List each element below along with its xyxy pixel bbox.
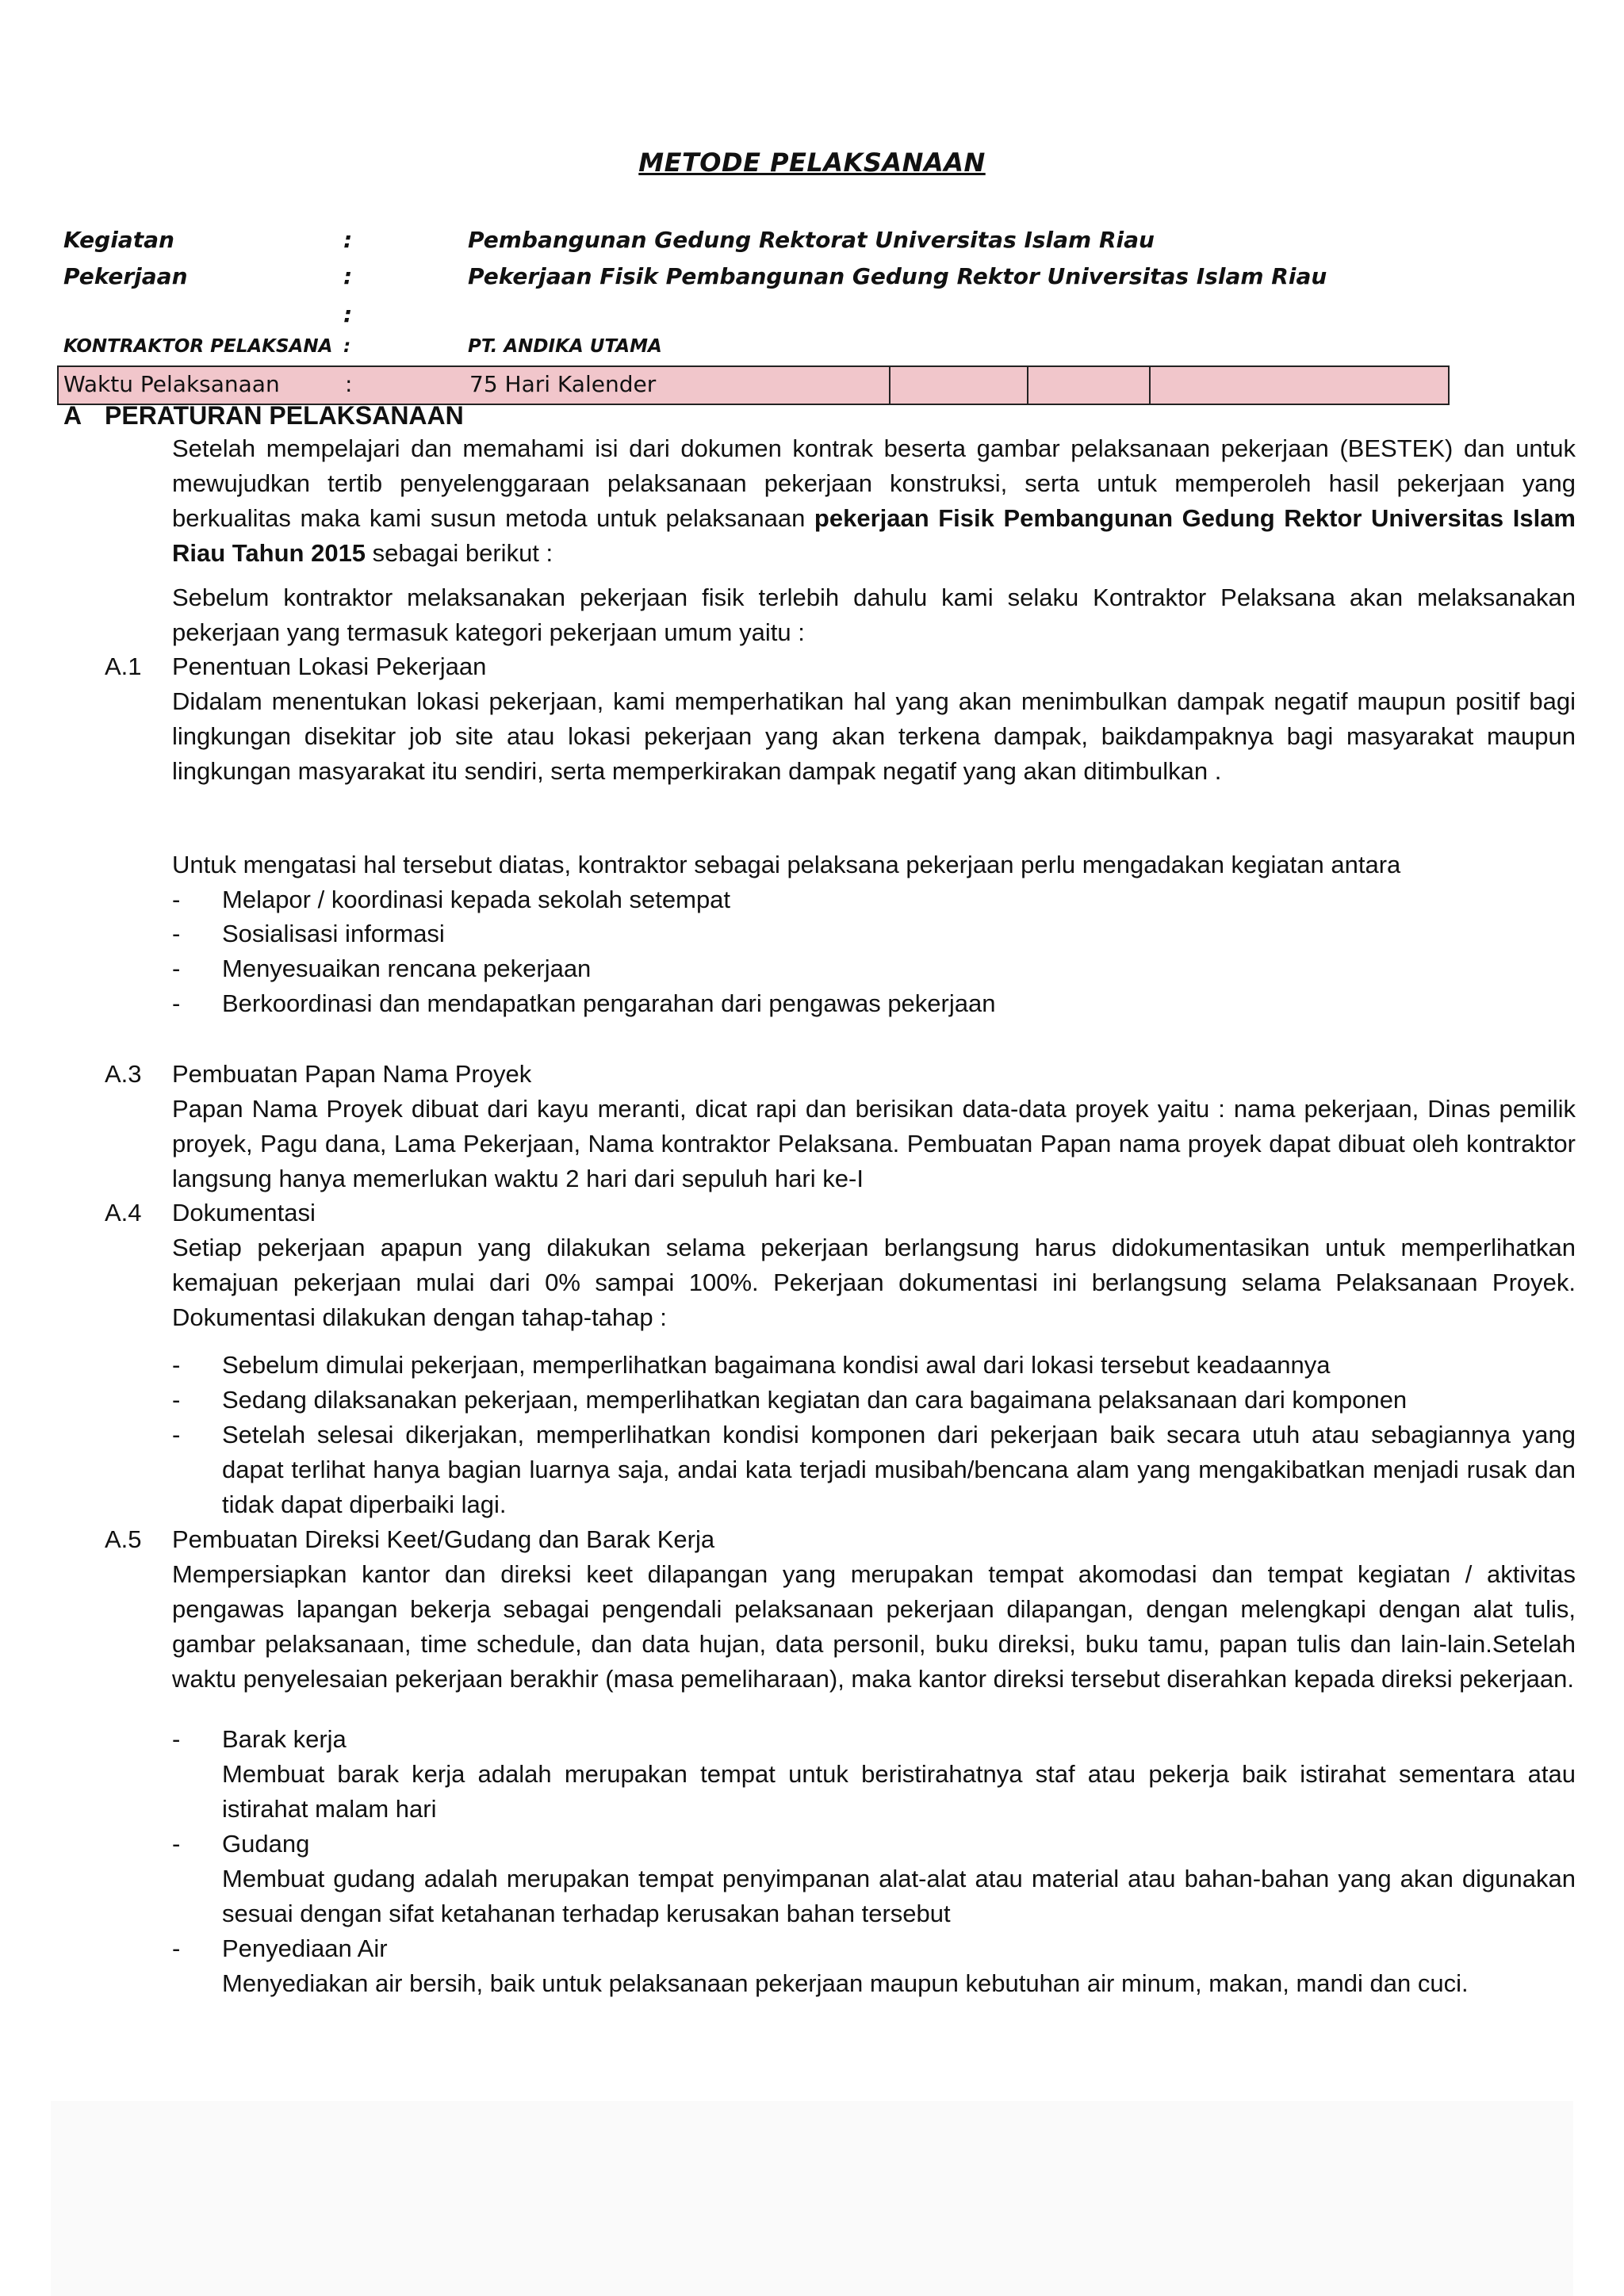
bullet-dash: - bbox=[172, 1725, 181, 1753]
list-item-text: Setelah selesai dikerjakan, memperlihatkan kondisi komponen dari pekerjaan baik secara utuh atau sebagiannya yang dapat terlihat hanya bagian luarnya saja, andai kata terjadi musibah/bencana alam yang mengakibatkan menjadi rusak dan tidak dapat diperbaiki lagi. bbox=[222, 1421, 1576, 1518]
a3-paragraph: Papan Nama Proyek dibuat dari kayu meranti, dicat rapi dan berisikan data-data proyek yaitu : nama pekerjaan, Dinas pemilik proyek, Pagu dana, Lama Pekerjaan, Nama kontraktor Pelaksana. Pembuatan Papan nama proyek dapat dibuat oleh kontraktor langsung hanya memerlukan waktu 2 hari dari sepuluh hari ke-I bbox=[172, 1095, 1576, 1192]
bullet-dash: - bbox=[172, 886, 181, 913]
pekerjaan-value: Pekerjaan Fisik Pembangunan Gedung Rektor Universitas Islam Riau bbox=[468, 263, 1327, 289]
a1-paragraph: Didalam menentukan lokasi pekerjaan, kami memperhatikan hal yang akan menimbulkan dampak negatif maupun positif bagi lingkungan disekitar job site atau lokasi pekerjaan yang akan terkena dampak, baikdampaknya bagi masyarakat maupun lingkungan masyarakat itu sendiri, serta memperkirakan dampak negatif yang akan ditimbulkan . bbox=[172, 687, 1576, 785]
a1-title: Penentuan Lokasi Pekerjaan bbox=[172, 652, 487, 680]
list-item-text: Menyesuaikan rencana pekerjaan bbox=[222, 955, 592, 982]
waktu-label: Waktu Pelaksanaan bbox=[63, 371, 280, 397]
bullet-dash: - bbox=[172, 1351, 181, 1379]
kontraktor-colon: : bbox=[343, 336, 351, 357]
kontraktor-value: PT. ANDIKA UTAMA bbox=[468, 336, 662, 357]
section-a-intro bbox=[172, 431, 1576, 571]
list-item-title: Barak kerja bbox=[222, 1725, 347, 1753]
intro-text-bold: pekerjaan Fisik Pembangunan Gedung Rektor Universitas Islam Riau Tahun 2015 bbox=[172, 504, 1576, 567]
a4-number: A.4 bbox=[105, 1199, 142, 1226]
bullet-dash: - bbox=[172, 1386, 181, 1414]
a3-title: Pembuatan Papan Nama Proyek bbox=[172, 1060, 532, 1088]
waktu-cell-empty-1 bbox=[889, 367, 1028, 404]
list-item-text: Sedang dilaksanakan pekerjaan, memperlihatkan kegiatan dan cara bagaimana pelaksanaan dari komponen bbox=[222, 1386, 1408, 1414]
list-item-text: Sebelum dimulai pekerjaan, memperlihatkan bagaimana kondisi awal dari lokasi tersebut keadaannya bbox=[222, 1351, 1331, 1379]
kegiatan-value: Pembangunan Gedung Rektorat Universitas Islam Riau bbox=[468, 227, 1155, 253]
list-item-text: Sosialisasi informasi bbox=[222, 920, 445, 947]
list-item-title: Penyediaan Air bbox=[222, 1934, 388, 1962]
section-a-title: PERATURAN PELAKSANAAN bbox=[105, 401, 464, 430]
pekerjaan-colon: : bbox=[343, 263, 353, 289]
empty-row-colon: : bbox=[343, 301, 353, 327]
section-a-letter: A bbox=[63, 401, 82, 430]
a5-paragraph: Mempersiapkan kantor dan direksi keet dilapangan yang merupakan tempat akomodasi dan tempat kegiatan / aktivitas pengawas lapangan bekerja sebagai pengendali pelaksanaan pekerjaan dilapangan, dengan melengkapi dengan alat tulis, gambar pelaksanaan, time schedule, dan data hujan, data personil, buku direksi, buku tamu, papan tulis dan lain-lain.Setelah waktu penyelesaian pekerjaan berakhir (masa pemeliharaan), maka kantor direksi tersebut diserahkan kepada direksi pekerjaan. bbox=[172, 1560, 1576, 1693]
waktu-value: 75 Hari Kalender bbox=[469, 371, 657, 397]
a4-paragraph: Setiap pekerjaan apapun yang dilakukan selama pekerjaan berlangsung harus didokumentasikan untuk memperlihatkan kemajuan pekerjaan mulai dari 0% sampai 100%. Pekerjaan dokumentasi ini berlangsung selama Pelaksanaan Proyek. Dokumentasi dilakukan dengan tahap-tahap : bbox=[172, 1234, 1576, 1331]
section-a-heading bbox=[63, 401, 464, 430]
waktu-cell-empty-2 bbox=[1027, 367, 1151, 404]
section-a-intro2: Sebelum kontraktor melaksanakan pekerjaan fisik terlebih dahulu kami selaku Kontraktor Pelaksana akan melaksanakan pekerjaan yang termasuk kategori pekerjaan umum yaitu : bbox=[172, 584, 1576, 646]
kegiatan-label: Kegiatan bbox=[63, 227, 174, 253]
kegiatan-colon: : bbox=[343, 227, 353, 253]
intro-text-part2: sebagai berikut : bbox=[366, 539, 553, 567]
list-item-text: Melapor / koordinasi kepada sekolah setempat bbox=[222, 886, 731, 913]
a3-number: A.3 bbox=[105, 1060, 142, 1088]
waktu-colon: : bbox=[345, 371, 353, 397]
list-item-description: Menyediakan air bersih, baik untuk pelaksanaan pekerjaan maupun kebutuhan air minum, makan, mandi dan cuci. bbox=[222, 1969, 1469, 1997]
pekerjaan-label: Pekerjaan bbox=[63, 263, 188, 289]
bullet-dash: - bbox=[172, 989, 181, 1017]
list-item-title: Gudang bbox=[222, 1830, 310, 1858]
a1-paragraph-2: Untuk mengatasi hal tersebut diatas, kontraktor sebagai pelaksana pekerjaan perlu mengadakan kegiatan antara bbox=[172, 851, 1401, 878]
list-item-text: Berkoordinasi dan mendapatkan pengarahan dari pengawas pekerjaan bbox=[222, 989, 996, 1017]
page-shade bbox=[51, 2101, 1573, 2296]
kontraktor-label: KONTRAKTOR PELAKSANA bbox=[63, 336, 333, 357]
bullet-dash: - bbox=[172, 955, 181, 982]
bullet-dash: - bbox=[172, 1830, 181, 1858]
list-item-description: Membuat gudang adalah merupakan tempat penyimpanan alat-alat atau material atau bahan-bahan yang akan digunakan sesuai dengan sifat ketahanan terhadap kerusakan bahan tersebut bbox=[222, 1865, 1576, 1927]
waktu-pelaksanaan-row bbox=[57, 365, 1450, 405]
bullet-dash: - bbox=[172, 920, 181, 947]
bullet-dash: - bbox=[172, 1934, 181, 1962]
a4-title: Dokumentasi bbox=[172, 1199, 316, 1226]
document-title: METODE PELAKSANAAN bbox=[638, 147, 986, 178]
a5-title: Pembuatan Direksi Keet/Gudang dan Barak Kerja bbox=[172, 1525, 715, 1553]
a5-number: A.5 bbox=[105, 1525, 142, 1553]
bullet-dash: - bbox=[172, 1421, 181, 1448]
intro-text-part1: Setelah mempelajari dan memahami isi dari dokumen kontrak beserta gambar pelaksanaan pekerjaan (BESTEK) dan untuk mewujudkan tertib penyelenggaraan pelaksanaan pekerjaan konstruksi, serta untuk memperoleh hasil pekerjaan yang berkualitas maka kami susun metoda untuk pelaksanaan bbox=[172, 434, 1576, 532]
list-item-description: Membuat barak kerja adalah merupakan tempat untuk beristirahatnya staf atau pekerja baik istirahat sementara atau istirahat malam hari bbox=[222, 1760, 1576, 1823]
a1-number: A.1 bbox=[105, 652, 142, 680]
